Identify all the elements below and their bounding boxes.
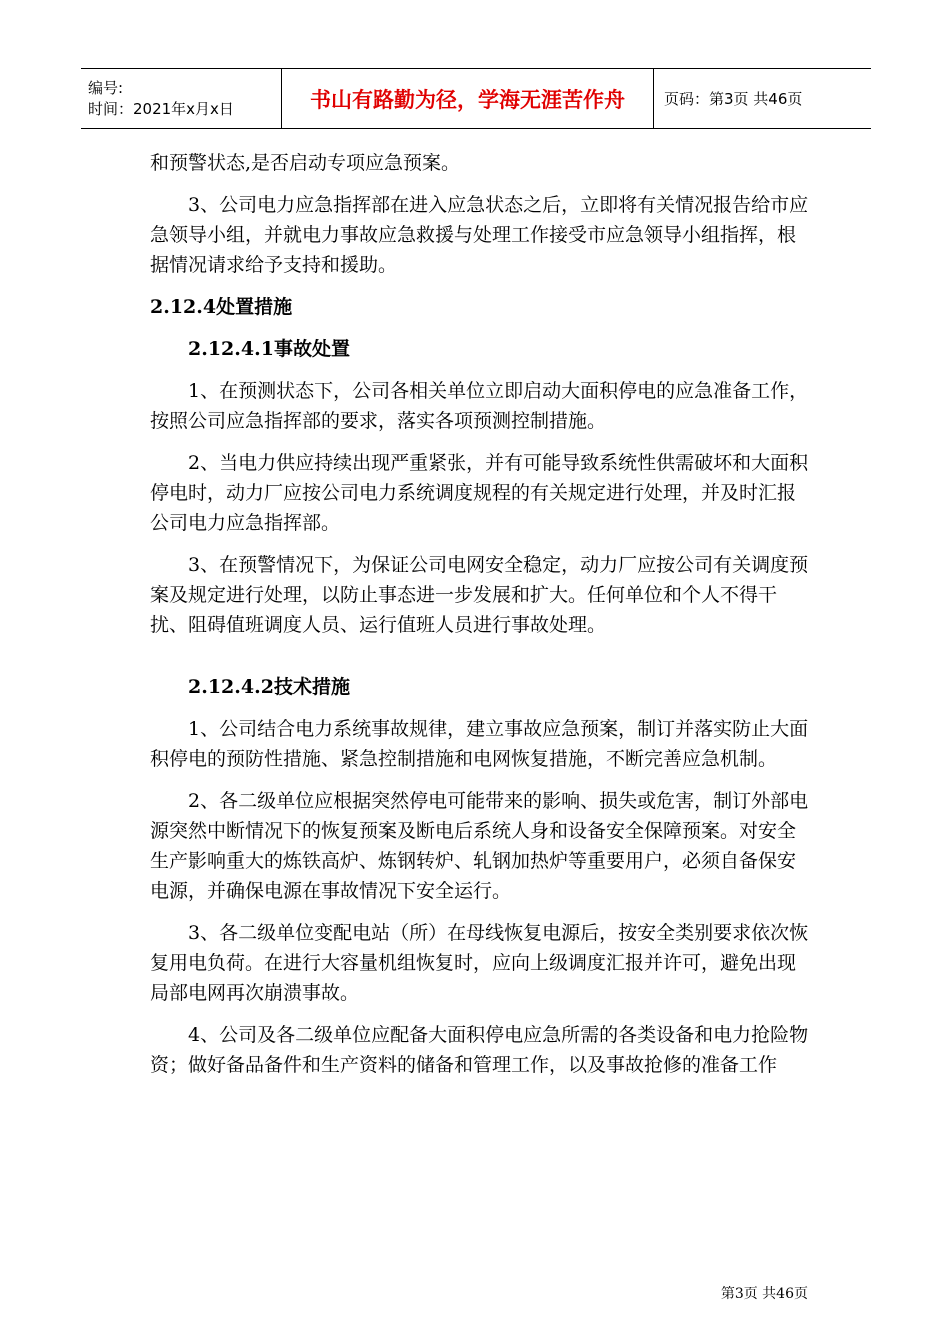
paragraph: 2、当电力供应持续出现严重紧张，并有可能导致系统性供需破坏和大面积停电时，动力厂应按公司电力系统调度规程的有关规定进行处理，并及时汇报公司电力应急指挥部。 [150,452,809,534]
document-number-label: 编号: [88,78,124,97]
paragraph: 和预警状态,是否启动专项应急预案。 [150,152,461,174]
paragraph: 3、公司电力应急指挥部在进入应急状态之后，立即将有关情况报告给市应急领导小组，并就电力事故应急救援与处理工作接受市应急领导小组指挥，根据情况请求给予支持和援助。 [150,194,809,276]
spacer [150,652,810,672]
paragraph: 3、在预警情况下，为保证公司电网安全稳定，动力厂应按公司有关调度预案及规定进行处理，以防止事态进一步发展和扩大。任何单位和个人不得干扰、阻碍值班调度人员、运行值班人员进行事故处理。 [150,554,809,636]
page-footer: 第3页 共46页 [720,1286,808,1302]
motto-text: 书山有路勤为径，学海无涯苦作舟 [310,86,625,112]
paragraph: 3、各二级单位变配电站（所）在母线恢复电源后，按安全类别要求依次恢复用电负荷。在进行大容量机组恢复时，应向上级调度汇报并许可，避免出现局部电网再次崩溃事故。 [150,922,809,1004]
document-body [150,148,810,1092]
subsection-heading: 2.12.4.1事故处置 [188,338,350,360]
subsection-heading: 2.12.4.2技术措施 [188,676,350,698]
paragraph: 2、各二级单位应根据突然停电可能带来的影响、损失或危害，制订外部电源突然中断情况下的恢复预案及断电后系统人身和设备安全保障预案。对安全生产影响重大的炼铁高炉、炼钢转炉、轧钢加热炉等重要用户，必须自备保安电源，并确保电源在事故情况下安全运行。 [150,790,809,902]
header-page-info [654,69,871,128]
paragraph: 4、公司及各二级单位应配备大面积停电应急所需的各类设备和电力抢险物资；做好备品备件和生产资料的储备和管理工作，以及事故抢修的准备工作 [150,1024,809,1076]
header-motto [282,69,654,128]
header-meta [81,69,282,128]
document-time-label: 时间：2021年x月x日 [88,99,234,118]
page-header [81,68,871,129]
paragraph: 1、在预测状态下，公司各相关单位立即启动大面积停电的应急准备工作，按照公司应急指挥部的要求，落实各项预测控制措施。 [150,380,809,432]
header-page-number: 页码：第3页 共46页 [664,90,803,108]
paragraph: 1、公司结合电力系统事故规律，建立事故应急预案，制订并落实防止大面积停电的预防性措施、紧急控制措施和电网恢复措施，不断完善应急机制。 [150,718,809,770]
section-heading: 2.12.4处置措施 [150,296,293,318]
